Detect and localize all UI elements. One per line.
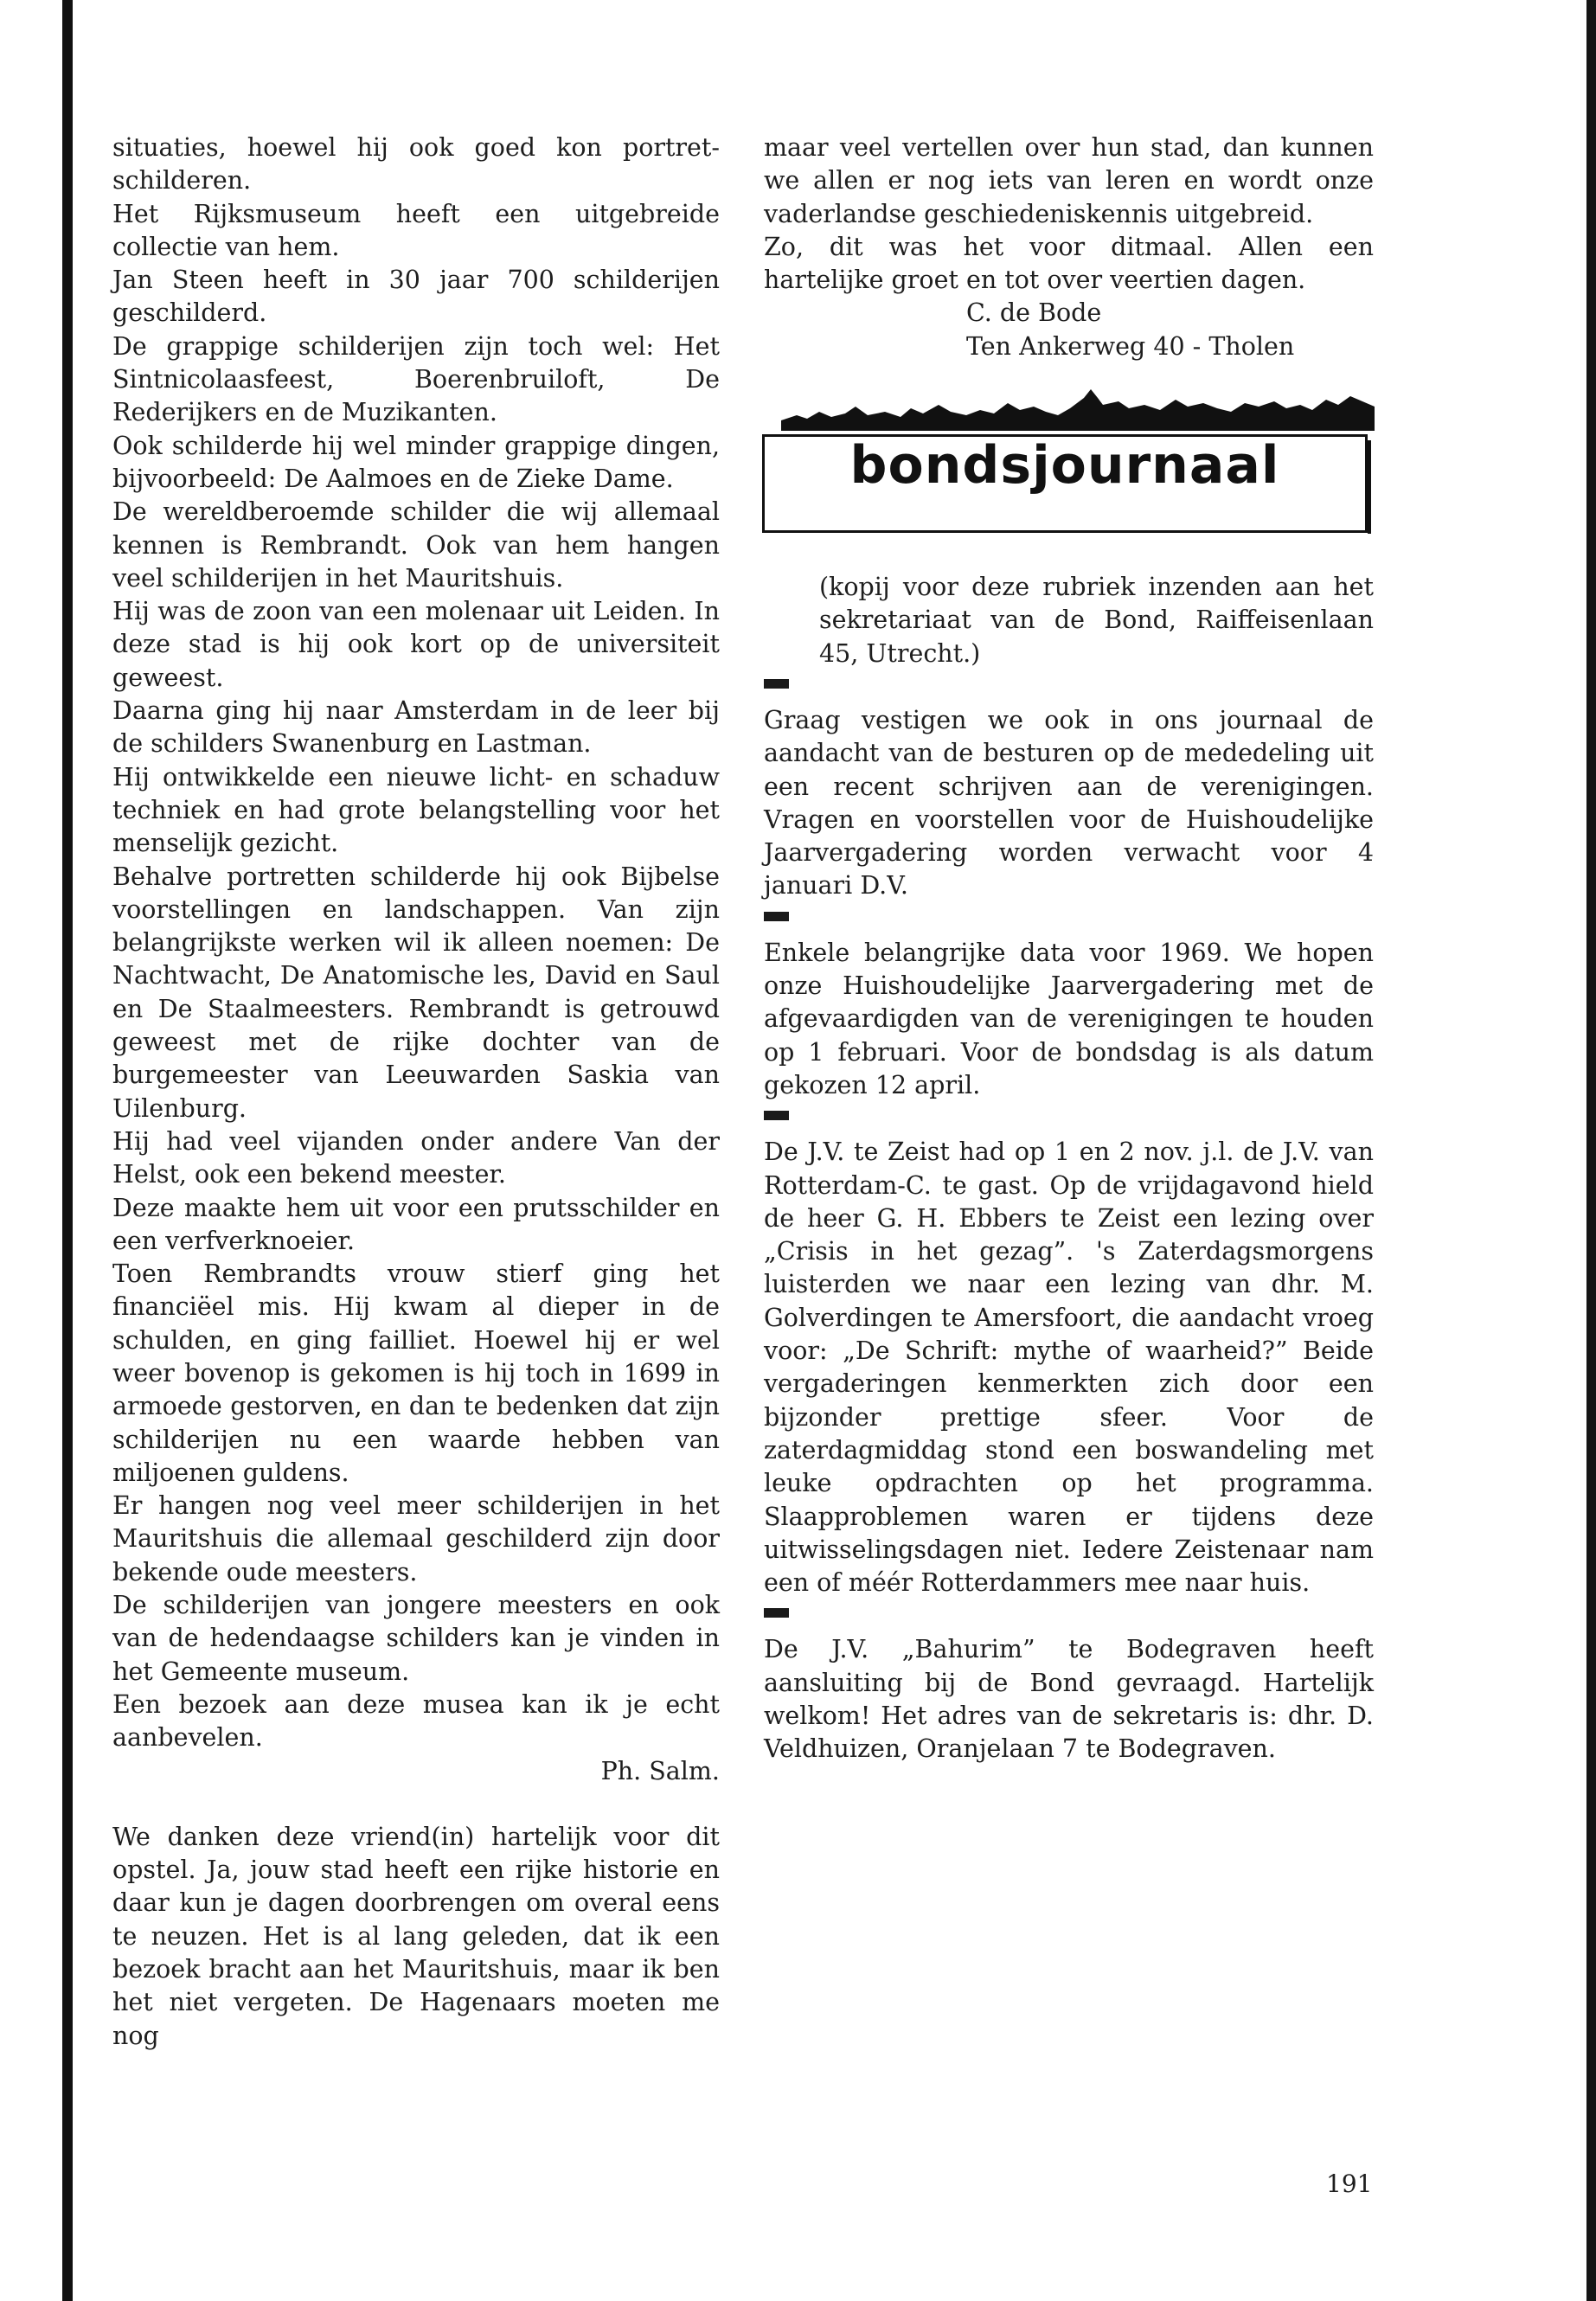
editor-note: We danken deze vriend(in) hartelijk voor dit opstel. Ja, jouw stad heeft een rijke historie en daar kun je dagen doorbrengen om overal eens te neuzen. Het is al lang geleden, dat ik een bezoek bracht aan het Mauritshuis, maar ik ben het niet vergeten. De Hagenaars moeten me nog (112, 1822, 720, 2050)
paragraph: De schilderijen van jongere meesters en ook van de hedendaagse schilders kan je vinden in het Gemeente museum. (112, 1591, 720, 1686)
journal-item: De J.V. „Bahurim” te Bodegraven heeft aansluiting bij de Bond gevraagd. Hartelijk welkom! Het adres van de sekretaris is: dhr. D. Veldhuizen, Oranjelaan 7 te Bodegraven. (764, 1635, 1374, 1764)
paragraph: Hij was de zoon van een molenaar uit Leiden. In deze stad is hij ook kort op de universiteit geweest. (112, 597, 720, 692)
journal-item: Graag vestigen we ook in ons journaal de aandacht van de besturen op de mededeling uit een recent schrijven aan de verenigingen. Vragen en voorstellen voor de Huishoudelijke Jaarvergadering worden verwacht voor 4 januari D.V. (764, 705, 1374, 901)
paragraph: Toen Rembrandts vrouw stierf ging het financiëel mis. Hij kwam al dieper in de schulden, en ging failliet. Hoewel hij er wel weer bovenop is gekomen is hij toch in 1699 in armoede gestorven, en dan te bedenken dat zijn schilderijen nu een waarde hebben van miljoenen guldens. (112, 1259, 720, 1487)
title-box (762, 434, 1368, 533)
paragraph: Zo, dit was het voor ditmaal. Allen een hartelijke groet en tot over veertien dagen. (764, 232, 1374, 295)
item-marker-icon (764, 1608, 789, 1618)
paragraph: Behalve portretten schilderde hij ook Bijbelse voorstellingen en landschappen. Van zijn belangrijkste werken wil ik alleen noemen: De Nachtwacht, De Anatomische les, David en Saul en De Staalmeesters. Rembrandt is getrouwd geweest met de rijke dochter van de burgemeester van Leeuwarden Saskia van Uilenburg. (112, 862, 720, 1123)
right-column (764, 131, 1374, 1766)
item-marker-icon (764, 912, 789, 921)
left-column (112, 131, 720, 2053)
journal-item: Enkele belangrijke data voor 1969. We hopen onze Huishoudelijke Jaarvergadering met de afgevaardigden van de verenigingen te houden op 1 februari. Voor de bondsdag is als datum gekozen 12 april. (764, 938, 1374, 1099)
bondsjournaal-masthead (762, 389, 1375, 538)
paragraph: maar veel vertellen over hun stad, dan kunnen we allen er nog iets van leren en wordt onze vaderlandse geschiedeniskennis uitgebreid. (764, 133, 1374, 228)
paragraph: situaties, hoewel hij ook goed kon portret-schilderen. (112, 133, 720, 195)
section-title: bondsjournaal (849, 435, 1280, 497)
paragraph: Er hangen nog veel meer schilderijen in het Mauritshuis die allemaal geschilderd zijn door bekende oude meesters. (112, 1491, 720, 1586)
paragraph: Het Rijksmuseum heeft een uitgebreide collectie van hem. (112, 199, 720, 261)
paragraph: De grappige schilderijen zijn toch wel: Het Sintnicolaasfeest, Boerenbruiloft, De Rederijkers en de Muzikanten. (112, 331, 720, 427)
paragraph: Daarna ging hij naar Amsterdam in de leer bij de schilders Swanenburg en Lastman. (112, 696, 720, 759)
paragraph: De wereldberoemde schilder die wij allemaal kennen is Rembrandt. Ook van hem hangen veel schilderijen in het Mauritshuis. (112, 497, 720, 593)
paragraph: Deze maakte hem uit voor een prutsschilder en een verfverknoeier. (112, 1193, 720, 1255)
scan-edge-right (1586, 0, 1596, 2301)
section-intro: (kopij voor deze rubriek inzenden aan het sekretariaat van de Bond, Raiffeisenlaan 45, Utrecht.) (819, 573, 1374, 668)
paragraph: Hij ontwikkelde een nieuwe licht- en schaduw techniek en had grote belangstelling voor het menselijk gezicht. (112, 762, 720, 858)
scan-edge-left (62, 0, 73, 2301)
contact-address: Ten Ankerweg 40 - Tholen (966, 331, 1295, 361)
author-signature: Ph. Salm. (600, 1756, 720, 1785)
paragraph: Hij had veel vijanden onder andere Van der Helst, ook een bekend meester. (112, 1126, 720, 1189)
town-skyline-icon (781, 389, 1375, 431)
paragraph: Jan Steen heeft in 30 jaar 700 schilderijen geschilderd. (112, 266, 720, 328)
journal-item: De J.V. te Zeist had op 1 en 2 nov. j.l. de J.V. van Rotterdam-C. te gast. Op de vrijdagavond hield de heer G. H. Ebbers te Zeist een lezing over „Crisis in het gezag”. 's Zaterdagsmorgens luisterden we naar een lezing van dhr. M. Golverdingen te Amersfoort, die aandacht vroeg voor: „De Schrift: mythe of waarheid?” Beide vergaderingen kenmerkten zich door een bijzonder prettige sfeer. Voor de zaterdagmiddag stond een boswandeling met leuke opdrachten op het programma. Slaapproblemen waren er tijdens deze uitwisselingsdagen niet. Iedere Zeistenaar nam een of méér Rotterdammers mee naar huis. (764, 1138, 1374, 1598)
spacer (112, 1788, 720, 1821)
contact-name: C. de Bode (966, 298, 1102, 328)
item-marker-icon (764, 679, 789, 689)
paragraph: Ook schilderde hij wel minder grappige dingen, bijvoorbeeld: De Aalmoes en de Zieke Dame. (112, 431, 720, 493)
item-marker-icon (764, 1111, 789, 1120)
paragraph: Een bezoek aan deze musea kan ik je echt aanbevelen. (112, 1689, 720, 1753)
page-number: 191 (1326, 2170, 1373, 2198)
title-box-shadow (1368, 440, 1371, 534)
